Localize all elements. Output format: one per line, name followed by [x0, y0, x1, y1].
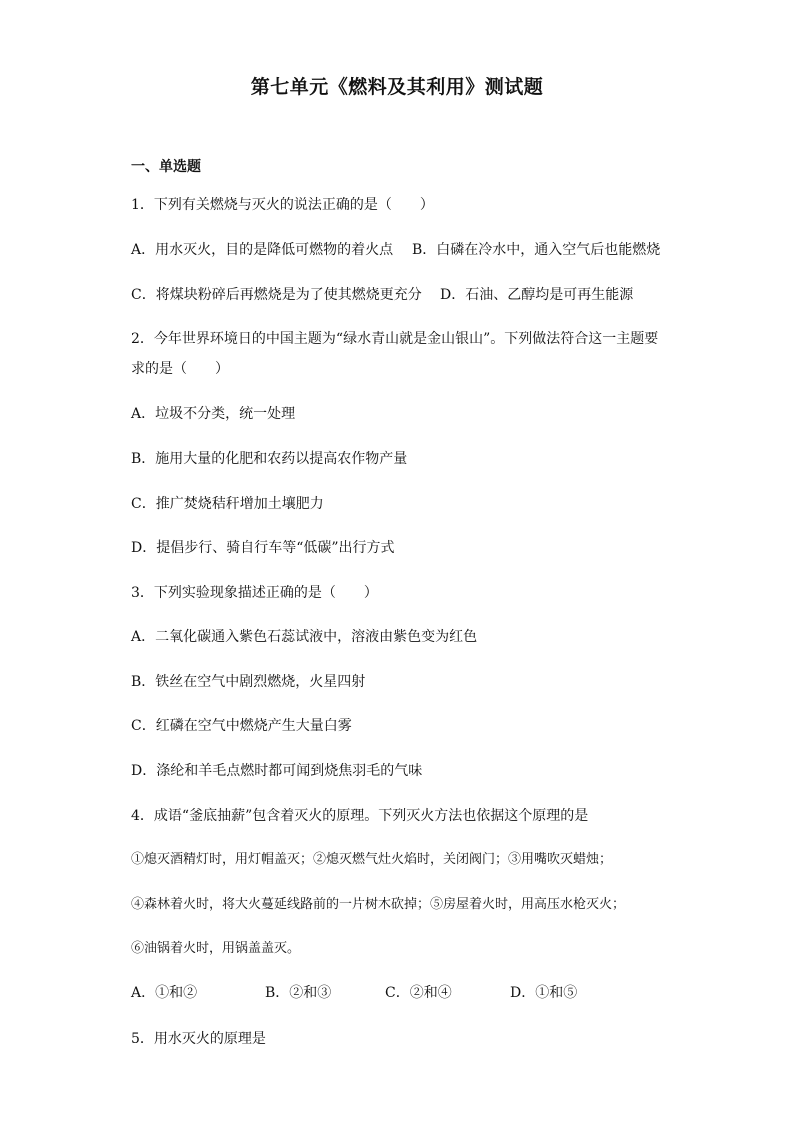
question-2-option-a: A．垃圾不分类，统一处理	[131, 406, 296, 422]
question-3-option-a: A．二氧化碳通入紫色石蕊试液中，溶液由紫色变为红色	[131, 629, 478, 645]
section-heading: 一、单选题	[131, 159, 201, 175]
question-5-stem: 5．用水灭火的原理是	[131, 1031, 266, 1047]
page-title: 第七单元《燃料及其利用》测试题	[250, 76, 544, 98]
question-4-item-line2: ④森林着火时，将大火蔓延线路前的一片树木砍掉；⑤房屋着火时，用高压水枪灭火；	[131, 897, 626, 912]
question-2-option-c: C．推广焚烧秸秆增加土壤肥力	[131, 496, 324, 512]
question-4-item-line1: ①熄灭酒精灯时，用灯帽盖灭；②熄灭燃气灶火焰时，关闭阀门；③用嘴吹灭蜡烛；	[131, 852, 613, 867]
question-4-option-b: B．②和③	[265, 985, 332, 1001]
question-2-stem-line2: 求的是（ ）	[131, 361, 229, 377]
question-3-option-b: B．铁丝在空气中剧烈燃烧，火星四射	[131, 674, 366, 690]
question-2-option-d: D．提倡步行、骑自行车等“低碳”出行方式	[131, 540, 395, 556]
question-1-stem: 1．下列有关燃烧与灭火的说法正确的是（ ）	[131, 197, 434, 213]
question-2-option-b: B．施用大量的化肥和农药以提高农作物产量	[131, 451, 408, 467]
question-3-option-d: D．涤纶和羊毛点燃时都可闻到烧焦羽毛的气味	[131, 763, 423, 779]
question-2-stem-line1: 2．今年世界环境日的中国主题为“绿水青山就是金山银山”。下列做法符合这一主题要	[131, 331, 659, 347]
question-4-option-a: A．①和②	[131, 985, 198, 1001]
question-1-option-c: C．将煤块粉碎后再燃烧是为了使其燃烧更充分	[131, 287, 422, 303]
question-4-option-d: D．①和⑤	[510, 985, 578, 1001]
question-3-stem: 3．下列实验现象描述正确的是（ ）	[131, 585, 378, 601]
question-1-option-b: B．白磷在冷水中，通入空气后也能燃烧	[412, 242, 661, 258]
question-1-option-d: D．石油、乙醇均是可再生能源	[440, 287, 634, 303]
question-3-option-c: C．红磷在空气中燃烧产生大量白雾	[131, 718, 352, 734]
question-4-item-line3: ⑥油锅着火时，用锅盖盖灭。	[131, 941, 301, 956]
question-4-option-c: C．②和④	[385, 985, 452, 1001]
question-4-stem: 4．成语“釜底抽薪”包含着灭火的原理。下列灭火方法也依据这个原理的是	[131, 808, 589, 824]
question-1-option-a: A．用水灭火，目的是降低可燃物的着火点	[131, 242, 394, 258]
